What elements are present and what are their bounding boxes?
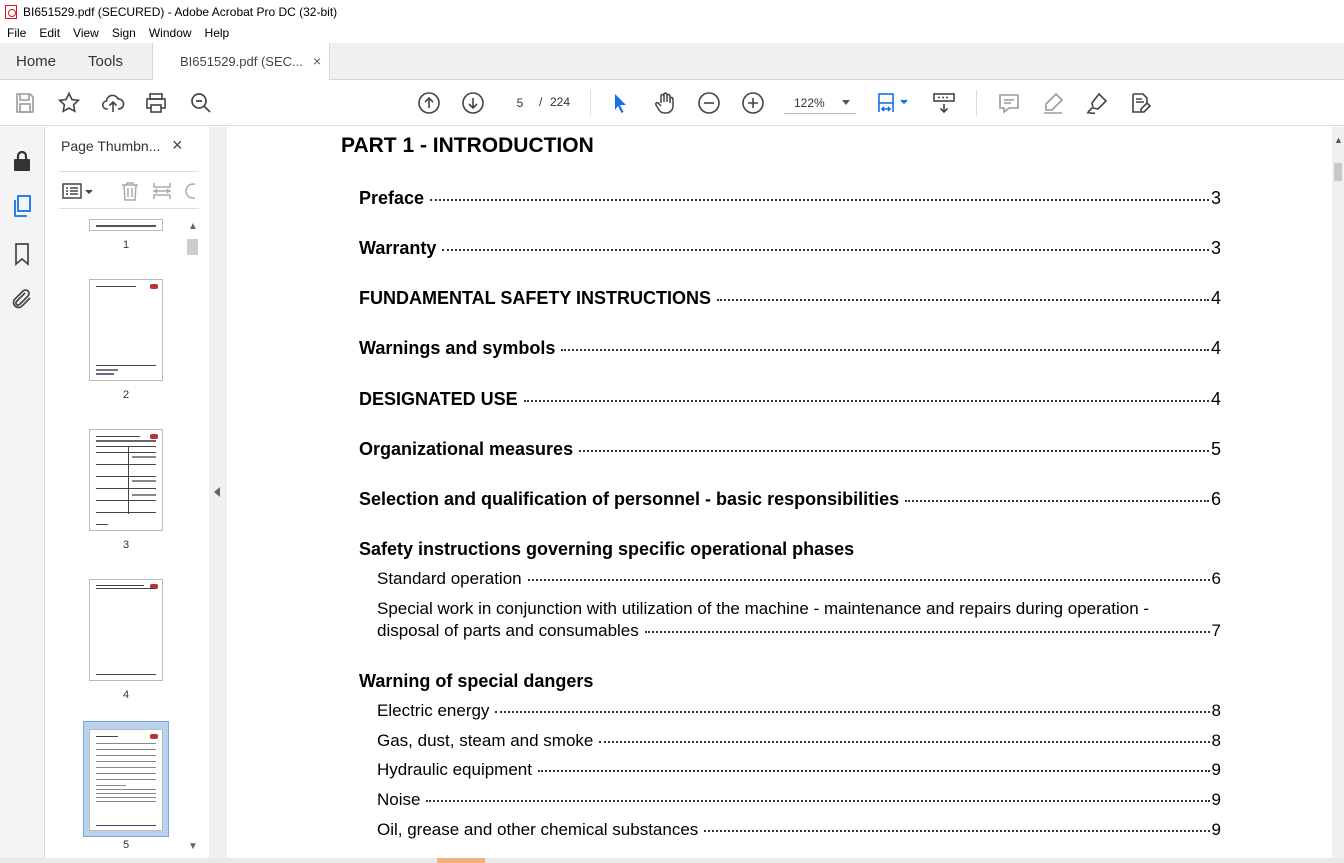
tab-tools[interactable]: Tools — [88, 53, 124, 70]
toc-leader-dots — [495, 711, 1209, 713]
toc-entry-noise[interactable]: Noise 9 — [377, 790, 1221, 809]
zoom-dropdown[interactable] — [784, 92, 856, 114]
panel-title: Page Thumbn... — [61, 138, 161, 154]
tab-document[interactable] — [152, 43, 330, 80]
page-thumbnail-2[interactable] — [89, 279, 163, 381]
menu-window[interactable]: Window — [148, 26, 192, 40]
toc-section-heading: Warning of special dangers — [359, 671, 594, 691]
page-number-input[interactable] — [505, 92, 535, 114]
close-icon[interactable]: × — [172, 135, 183, 155]
menu-sign[interactable]: Sign — [111, 26, 136, 40]
thumbnail-page-number: 1 — [122, 239, 130, 251]
edit-document-icon[interactable] — [1128, 91, 1152, 115]
insert-page-icon[interactable] — [151, 180, 173, 202]
part-title: PART 1 - INTRODUCTION — [341, 134, 594, 157]
tab-document-label: BI651529.pdf (SEC... — [180, 54, 303, 69]
scrollbar-thumb[interactable] — [1334, 163, 1342, 181]
tab-home[interactable]: Home — [16, 53, 57, 70]
toc-leader-dots — [579, 450, 1209, 452]
page-separator: / — [539, 95, 543, 109]
scrolling-mode-icon[interactable] — [932, 91, 956, 115]
attachment-icon[interactable] — [10, 287, 34, 311]
toc-entry-electric-energy[interactable]: Electric energy 8 — [377, 701, 1221, 720]
toc-entry-warnings-symbols[interactable]: Warnings and symbols 4 — [359, 338, 1221, 358]
toc-entry-oil-grease[interactable]: Oil, grease and other chemical substances 9 — [377, 820, 1221, 839]
toc-section-heading: Safety instructions governing specific operational phases — [359, 539, 855, 559]
upload-cloud-icon[interactable] — [101, 91, 125, 115]
toc-entry-fundamental-safety[interactable]: FUNDAMENTAL SAFETY INSTRUCTIONS 4 — [359, 288, 1221, 308]
page-thumbnail-4[interactable] — [89, 579, 163, 681]
thumbnail-page-number: 5 — [122, 839, 130, 851]
menu-view[interactable]: View — [73, 26, 99, 40]
document-scrollbar[interactable] — [1332, 127, 1344, 863]
toc-entry-personnel[interactable]: Selection and qualification of personnel - basic responsibilities 6 — [359, 489, 1221, 509]
left-navigation-rail — [0, 127, 45, 863]
thumbnail-page-number: 4 — [122, 689, 130, 701]
toc-entry-special-work[interactable]: disposal of parts and consumables 7 — [377, 621, 1221, 640]
bookmark-star-icon[interactable] — [57, 91, 81, 115]
save-icon[interactable] — [13, 91, 37, 115]
panel-splitter[interactable] — [209, 127, 227, 863]
title-bar — [0, 0, 1344, 23]
select-cursor-icon[interactable] — [608, 91, 632, 115]
toc-entry-hydraulic[interactable]: Hydraulic equipment 9 — [377, 760, 1221, 779]
rotate-page-icon[interactable] — [183, 180, 195, 202]
window-title: BI651529.pdf (SECURED) - Adobe Acrobat Pro DC (32-bit) — [23, 4, 338, 19]
toc-entry-gas-dust[interactable]: Gas, dust, steam and smoke 8 — [377, 731, 1221, 750]
toolbar — [0, 80, 1344, 126]
page-thumbnail-5[interactable] — [89, 729, 163, 831]
toc-entry-organizational[interactable]: Organizational measures 5 — [359, 439, 1221, 459]
menu-help[interactable]: Help — [204, 26, 230, 40]
toolbar-divider — [976, 90, 977, 116]
lock-icon[interactable] — [10, 149, 34, 173]
page-thumbnail-3[interactable] — [89, 429, 163, 531]
hand-tool-icon[interactable] — [653, 91, 677, 115]
toc-leader-dots — [599, 741, 1209, 743]
toc-entry-special-work-line1[interactable]: Special work in conjunction with utilization of the machine - maintenance and repairs during operation - — [377, 599, 1150, 618]
tab-bar — [0, 43, 1344, 80]
thumbnail-options-icon[interactable] — [61, 180, 95, 202]
next-page-icon[interactable] — [461, 91, 485, 115]
zoom-value: 122% — [794, 96, 825, 110]
sign-pen-icon[interactable] — [1085, 91, 1109, 115]
page-thumbnails-icon[interactable] — [10, 194, 34, 218]
document-page — [227, 127, 1332, 863]
zoom-in-icon[interactable] — [741, 91, 765, 115]
page-thumbnails-panel — [45, 127, 209, 863]
comment-icon[interactable] — [997, 91, 1021, 115]
fit-page-icon[interactable] — [876, 91, 912, 115]
chevron-down-icon — [842, 100, 850, 105]
menu-bar — [0, 23, 1344, 43]
scroll-down-icon[interactable]: ▼ — [188, 841, 198, 852]
menu-edit[interactable]: Edit — [39, 26, 61, 40]
collapse-panel-icon[interactable] — [214, 487, 220, 497]
panel-toolbar — [59, 171, 199, 209]
page-thumbnail-1[interactable] — [89, 219, 163, 231]
toc-leader-dots — [426, 800, 1209, 802]
toc-leader-dots — [645, 631, 1210, 633]
toc-leader-dots — [561, 349, 1209, 351]
scroll-up-icon[interactable]: ▲ — [188, 221, 198, 232]
page-total: 224 — [550, 95, 571, 109]
scrollbar-thumb[interactable] — [187, 239, 198, 255]
previous-page-icon[interactable] — [417, 91, 441, 115]
acrobat-pdf-icon — [5, 5, 17, 19]
toc-leader-dots — [528, 579, 1210, 581]
bookmarks-icon[interactable] — [10, 242, 34, 266]
scroll-up-icon[interactable]: ▲ — [1334, 135, 1343, 145]
bottom-edge-bar — [0, 858, 1344, 863]
toc-leader-dots — [717, 299, 1209, 301]
toc-entry-warranty[interactable]: Warranty 3 — [359, 238, 1221, 258]
toc-entry-designated-use[interactable]: DESIGNATED USE 4 — [359, 389, 1221, 409]
toc-leader-dots — [524, 400, 1209, 402]
zoom-out-icon[interactable] — [697, 91, 721, 115]
highlighter-icon[interactable] — [1041, 91, 1065, 115]
menu-file[interactable]: File — [7, 26, 27, 40]
toolbar-divider — [590, 90, 591, 116]
print-icon[interactable] — [144, 91, 168, 115]
delete-page-icon[interactable] — [119, 180, 141, 202]
toc-entry-standard-operation[interactable]: Standard operation 6 — [377, 569, 1221, 588]
thumbnails-scrollbar[interactable] — [185, 219, 201, 859]
taskbar-highlight — [437, 858, 485, 863]
tab-close-icon[interactable]: × — [313, 53, 322, 69]
toc-leader-dots — [704, 830, 1209, 832]
toc-entry-preface[interactable]: Preface 3 — [359, 188, 1221, 208]
search-zoom-icon[interactable] — [189, 91, 213, 115]
toc-leader-dots — [905, 500, 1209, 502]
toc-leader-dots — [442, 249, 1209, 251]
toc-leader-dots — [538, 770, 1210, 772]
toc-leader-dots — [430, 199, 1209, 201]
thumbnail-page-number: 2 — [122, 389, 130, 401]
thumbnail-page-number: 3 — [122, 539, 130, 551]
